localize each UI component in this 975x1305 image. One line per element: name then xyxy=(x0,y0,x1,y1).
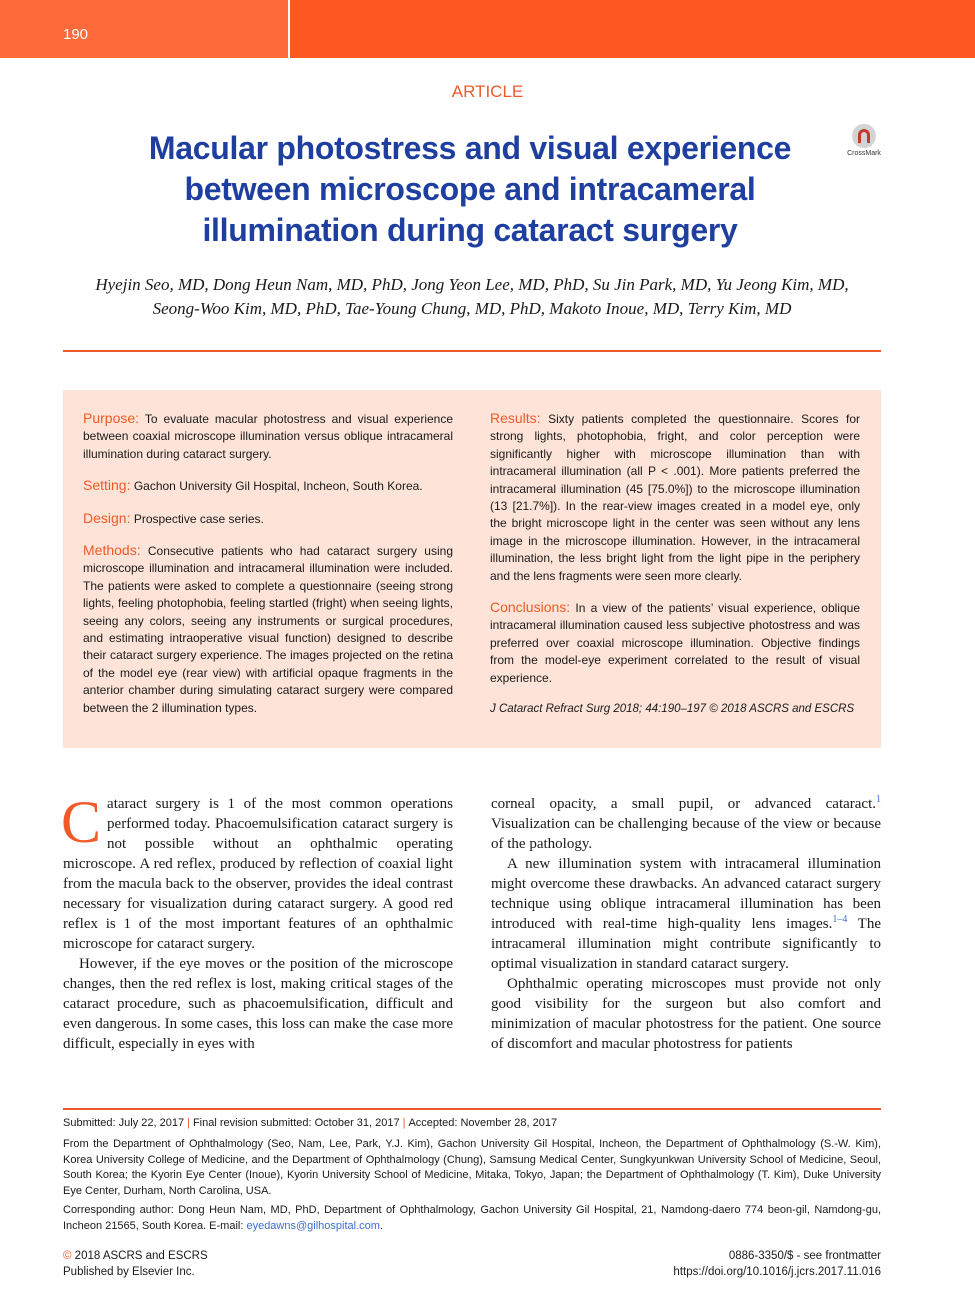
copyright-block xyxy=(63,1248,208,1280)
header-bar-left xyxy=(0,0,288,58)
crossmark-icon xyxy=(852,124,876,148)
results-text: Sixty patients completed the questionnaire. Scores for strong lights, photophobia, fright, and color perception were significantly higher with microscope illumination than with intracameral illumination (all P < .001). More patients preferred the intracameral illumination (45 [75.0%]) to the microscope illumination (13 [21.7%]). In the rear-view images created in a model eye, only the bright microscope light in the center was seen without any lens image in the microscope illumination. However, in the intracameral illumination, the less bright light from the light pipe in the periphery and the lens fragments were seen more clearly. xyxy=(490,412,860,583)
body-paragraph: Ophthalmic operating microscopes must provide not only good visibility for the surgeon but also comfort and minimization of macular photostress for the patient. One source of discomfort and macular photostress for patients xyxy=(491,976,881,1052)
submission-dates xyxy=(63,1116,881,1132)
abstract-right-column xyxy=(490,410,860,733)
design-heading: Design: xyxy=(83,509,131,526)
body-paragraph xyxy=(491,794,881,854)
authors-line-1: Hyejin Seo, MD, Dong Heun Nam, MD, PhD, Jong Yeon Lee, MD, PhD, Su Jin Park, MD, Yu Jeong Kim, MD, xyxy=(95,275,849,294)
conclusions-heading: Conclusions: xyxy=(490,599,571,616)
reference-link[interactable]: 1 xyxy=(876,794,881,805)
abstract-results xyxy=(490,410,860,585)
affiliations: From the Department of Ophthalmology (Seo, Nam, Lee, Park, Y.J. Kim), Gachon University Gil Hospital, Incheon, the Department of Ophthalmology (S.-W. Kim), Korea University College of Medicine, and the Department of Ophthalmology (Chung), Samsung Medical Center, Sungkyunkwan University School of Medicine, Seoul, South Korea; the Kyorin Eye Center (Inoue), Kyorin University School of Medicine, Mitaka, Tokyo, Japan; the Department of Ophthalmology (T. Kim), Duke University Eye Center, Durham, North Carolina, USA. xyxy=(63,1138,881,1197)
issn: 0886-3350/$ - see frontmatter xyxy=(728,1250,881,1262)
copyright-text: 2018 ASCRS and ESCRS xyxy=(71,1250,208,1262)
page-number: 190 xyxy=(63,26,89,43)
corresponding-text: Corresponding author: Dong Heun Nam, MD, PhD, Department of Ophthalmology, Gachon University Gil Hospital, 21, Namdong-daero 774 beon-gil, Namdong-gu, Incheon 21565, South Korea. E-mail: xyxy=(63,1204,881,1232)
drop-cap: C xyxy=(61,789,102,855)
crossmark-label: CrossMark xyxy=(847,150,881,157)
copyright-icon: © xyxy=(63,1250,72,1262)
corresponding-author xyxy=(63,1203,881,1234)
submitted-date: Submitted: July 22, 2017 xyxy=(63,1117,185,1129)
results-heading: Results: xyxy=(490,410,541,426)
copyright-line xyxy=(63,1248,208,1264)
body-text: A new illumination system with intracameral illumination might overcome these drawbacks. An advanced cataract surgery technique using oblique intracameral illumination has been introduced with real-time high-quality lens images. xyxy=(491,856,881,932)
header-bar-right xyxy=(290,0,975,58)
abstract-methods xyxy=(83,542,453,717)
doi-link[interactable]: https://doi.org/10.1016/j.jcrs.2017.11.016 xyxy=(673,1266,881,1278)
section-label: ARTICLE xyxy=(451,82,524,101)
purpose-text: To evaluate macular photostress and visual experience between coaxial microscope illumination versus oblique intracameral illumination during cataract surgery. xyxy=(83,412,454,461)
title-divider xyxy=(63,350,881,352)
purpose-heading: Purpose: xyxy=(83,410,140,426)
setting-text: Gachon University Gil Hospital, Incheon, South Korea. xyxy=(133,479,423,494)
body-text: ataract surgery is 1 of the most common operations performed today. Phacoemulsification cataract surgery is not possible without an ophthalmic operating microscope. A red reflex, produced by reflection of coaxial light from the macula back to the observer, provides the ideal contrast necessary for visualization during cataract surgery. A good red reflex is 1 of the most important features of an ophthalmic microscope for cataract surgery. xyxy=(63,796,453,952)
conclusions-text: In a view of the patients’ visual experience, oblique intracameral illumination caused less subjective photostress and was preferred over coaxial microscope illumination. Objective findings from the model-eye experiment correlated to the result of visual experience. xyxy=(490,601,860,685)
setting-heading: Setting: xyxy=(83,477,131,494)
abstract-setting xyxy=(83,477,453,495)
article-title: Macular photostress and visual experience between microscope and intracameral illumination during cataract surgery xyxy=(148,130,792,248)
body-text: Visualization can be challenging because of the view or because of the pathology. xyxy=(491,816,881,852)
author-list xyxy=(63,273,881,321)
date-separator: | xyxy=(187,1117,190,1129)
body-left-column xyxy=(61,789,453,1054)
accepted-date: Accepted: November 28, 2017 xyxy=(408,1117,558,1129)
methods-text: Consecutive patients who had cataract surgery using microscope illumination and intracameral illumination were included. The patients were asked to complete a questionnaire (seeing strong lights, feeling photophobia, feeling startled (fright) when seeing lights, seeing any colors, seeing any instruments or surgical procedures, and estimating intraoperative visual function) designed to describe their cataract surgery experience. The images projected on the retina of the model eye (rear view) with artificial opaque fragments in the anterior chamber during simulating cataract surgery were compared between the 2 illumination types. xyxy=(83,544,453,715)
journal-citation: J Cataract Refract Surg 2018; 44:190–197 © 2018 ASCRS and ESCRS xyxy=(490,703,855,716)
methods-heading: Methods: xyxy=(83,542,141,559)
email-link[interactable]: eyedawns@gilhospital.com xyxy=(246,1219,380,1232)
crossmark-badge[interactable] xyxy=(845,124,883,164)
abstract-box xyxy=(63,390,881,748)
identifier-block xyxy=(673,1248,881,1280)
footnote-divider xyxy=(63,1108,881,1110)
body-text: corneal opacity, a small pupil, or advanced cataract. xyxy=(491,796,876,812)
body-paragraph xyxy=(61,789,453,954)
body-paragraph xyxy=(491,854,881,974)
design-text: Prospective case series. xyxy=(133,511,264,526)
publisher: Published by Elsevier Inc. xyxy=(63,1266,195,1278)
corresponding-end: . xyxy=(379,1219,383,1232)
body-paragraph: However, if the eye moves or the position of the microscope changes, then the red reflex is lost, making critical stages of the cataract procedure, such as phacoemulsification, difficult and even dangerous. In some cases, this loss can make the case more difficult, especially in eyes with xyxy=(63,956,453,1052)
abstract-conclusions xyxy=(490,599,860,687)
abstract-design xyxy=(83,510,453,528)
abstract-left-column xyxy=(83,410,453,731)
date-separator: | xyxy=(402,1117,406,1129)
revision-date: Final revision submitted: October 31, 2017 xyxy=(192,1117,400,1129)
body-text: The intracameral illumination might contribute significantly to optimal visualization in standard cataract surgery. xyxy=(491,916,881,972)
header-bar xyxy=(0,0,975,58)
authors-line-2: Seong-Woo Kim, MD, PhD, Tae-Young Chung, MD, PhD, Makoto Inoue, MD, Terry Kim, MD xyxy=(152,299,792,318)
reference-link[interactable]: 1–4 xyxy=(832,914,848,925)
abstract-purpose xyxy=(83,410,453,463)
body-right-column xyxy=(491,794,881,1054)
